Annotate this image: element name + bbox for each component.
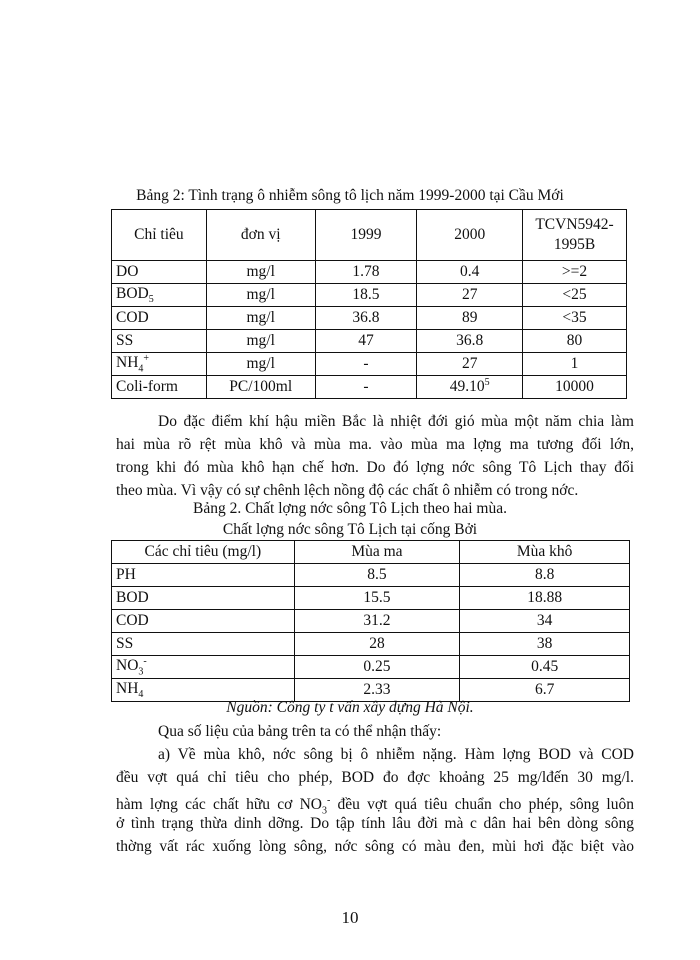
paragraph-line: đều vợt quá chỉ tiêu cho phép, BOD đo đợc khoảng 25 mg/lđến 30 mg/l. xyxy=(116,769,634,786)
header-1999: 1999 xyxy=(315,210,417,261)
header-rainy: Mùa ma xyxy=(294,541,460,564)
paragraph-line: trong khi đó mùa khô hạn chế hơn. Do đó lợng nớc sông Tô Lịch thay đổi xyxy=(116,459,634,476)
table-row: DO mg/l 1.78 0.4 >=2 xyxy=(112,261,627,284)
paragraph-line: Do đặc điểm khí hậu miền Bắc là nhiệt đới gió mùa một năm chia làm xyxy=(158,413,634,430)
paragraph-line: theo mùa. Vì vậy có sự chênh lệch nồng độ các chất ô nhiễm có trong nớc. xyxy=(116,482,579,499)
seasonal-quality-table xyxy=(111,540,630,702)
table-row: COD mg/l 36.8 89 <35 xyxy=(112,307,627,330)
header-2000: 2000 xyxy=(417,210,523,261)
table2-source: Nguồn: Công ty t vấn xây dựng Hà Nội. xyxy=(226,699,474,716)
table2-caption-line2: Chất lợng nớc sông Tô Lịch tại cống Bởi xyxy=(222,521,478,538)
paragraph-line: hàm lợng các chất hữu cơ $NO_3^-$ đều vợt quá tiêu chuẩn cho phép, sông luôn xyxy=(116,795,634,817)
table-header-row xyxy=(112,210,627,261)
table-row: SS mg/l 47 36.8 80 xyxy=(112,330,627,353)
paragraph-line: a) Về mùa khô, nớc sông bị ô nhiễm nặng. Hàm lợng BOD và COD xyxy=(158,746,634,763)
pollution-table-1999-2000 xyxy=(111,209,627,399)
page-number: 10 xyxy=(341,908,359,927)
table-row: $NO_3^-$ 0.25 0.45 xyxy=(112,656,630,679)
header-unit: đơn vị xyxy=(206,210,315,261)
paragraph-analysis xyxy=(116,720,634,858)
table-row: $NH_4$ 2.33 6.7 xyxy=(112,679,630,702)
table-row: SS 28 38 xyxy=(112,633,630,656)
paragraph-line: hai mùa rõ rệt mùa khô và mùa ma. vào mùa ma lợng ma tương đối lớn, xyxy=(116,436,634,453)
table1-caption: Bảng 2: Tình trạng ô nhiễm sông tô lịch năm 1999-2000 tại Cầu Mới xyxy=(136,187,564,204)
header-dry: Mùa khô xyxy=(460,541,630,564)
table-header-row xyxy=(112,541,630,564)
paragraph-intro: Qua số liệu của bảng trên ta có thể nhận thấy: xyxy=(158,723,442,740)
paragraph-line: ở tình trạng thừa dinh dỡng. Do tập tính lâu đời mà c dân hai bên dòng sông xyxy=(116,815,634,832)
table-row: COD 31.2 34 xyxy=(112,610,630,633)
table-row: BOD 15.5 18.88 xyxy=(112,587,630,610)
paragraph-climate xyxy=(116,410,634,502)
table2-caption-line1: Bảng 2. Chất lợng nớc sông Tô Lịch theo hai mùa. xyxy=(192,500,507,517)
header-indicator: Các chỉ tiêu (mg/l) xyxy=(112,541,295,564)
table-row: Coli-form PC/100ml - 49.10$^5$ 10000 xyxy=(112,376,627,399)
paragraph-line: thờng vất rác xuống lòng sông, nớc sông có màu đen, mùi hơi đặc biệt vào xyxy=(116,838,634,855)
header-indicator: Chỉ tiêu xyxy=(112,210,207,261)
table-row: $NH_4^+$ mg/l - 27 1 xyxy=(112,353,627,376)
table-row: $BOD_5$ mg/l 18.5 27 <25 xyxy=(112,284,627,307)
header-tcvn: TCVN5942- 1995B xyxy=(523,210,627,261)
table-row: PH 8.5 8.8 xyxy=(112,564,630,587)
